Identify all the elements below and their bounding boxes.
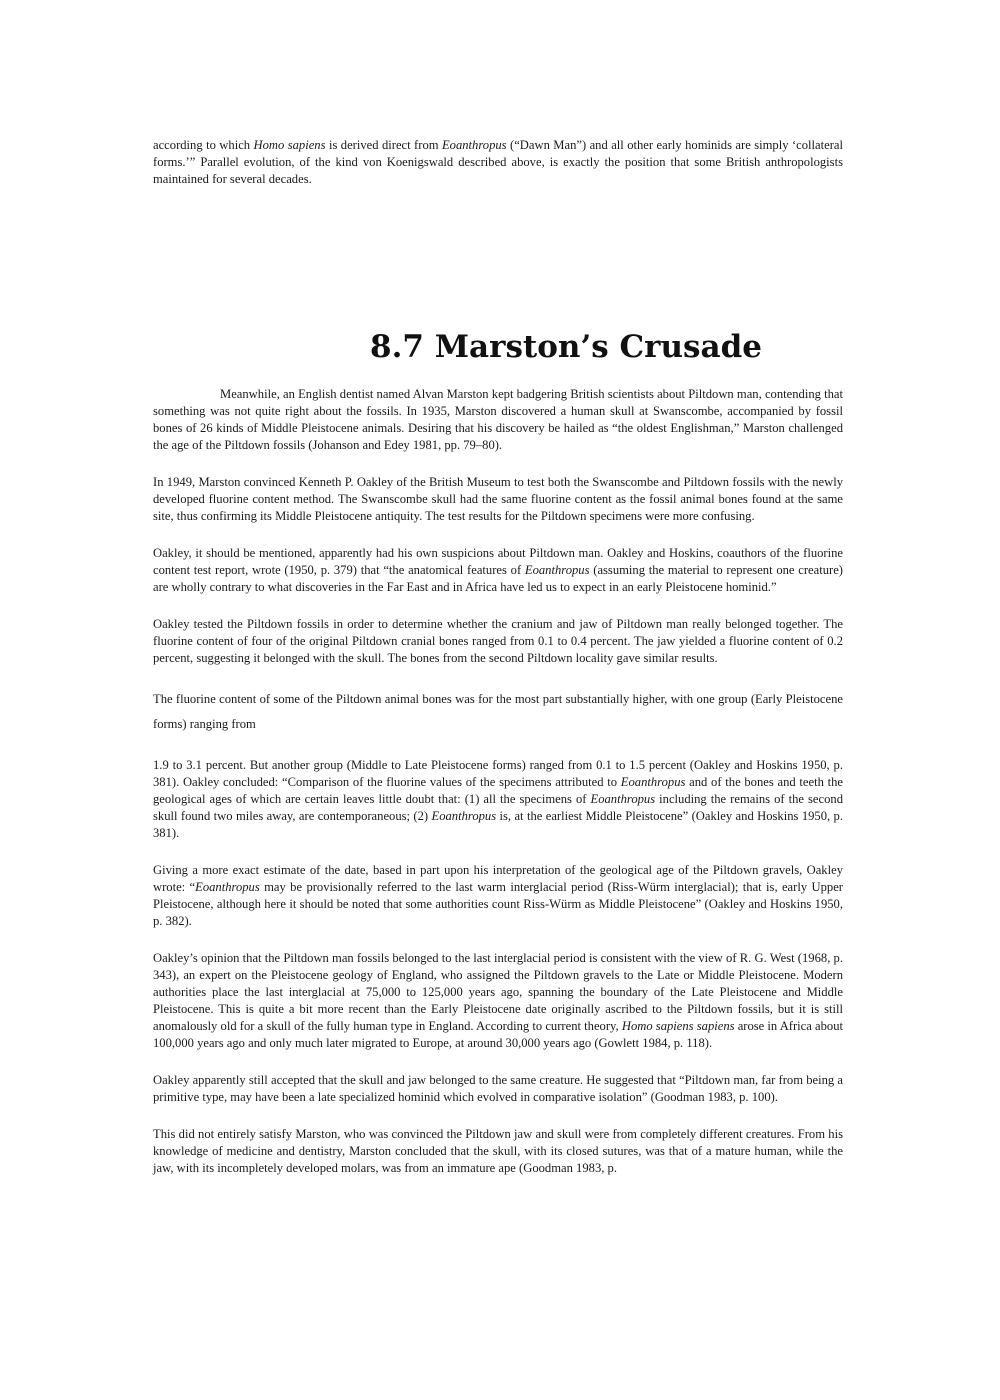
paragraph-5: The fluorine content of some of the Piltdown animal bones was for the most part substantially higher, with one group (Early Pleistocene forms) ranging from bbox=[153, 692, 843, 731]
paragraph-10: This did not entirely satisfy Marston, who was convinced the Piltdown jaw and skull were from completely different creatures. From his knowledge of medicine and dentistry, Marston concluded that the skull, with its closed sutures, was that of a mature human, while the jaw, with its incompletely developed molars, was from an immature ape (Goodman 1983, p. bbox=[153, 1127, 843, 1175]
paragraph-1: Meanwhile, an English dentist named Alvan Marston kept badgering British scientists about Piltdown man, contending that something was not quite right about the fossils. In 1935, Marston discovered a human skull at Swanscombe, accompanied by fossil bones of 26 kinds of Middle Pleistocene animals. Desiring that his discovery be hailed as “the oldest Englishman,” Marston challenged the age of the Piltdown fossils (Johanson and Edey 1981, pp. 79–80). bbox=[153, 387, 843, 452]
species-name: Homo sapiens sapiens bbox=[621, 1019, 735, 1033]
paragraph-8: Oakley’s opinion that the Piltdown man fossils belonged to the last interglacial period is consistent with the view of R. G. West (1968, p. 343), an expert on the Pleistocene geology of England, who assigned the Piltdown gravels to the Late or Middle Pleistocene. Modern authorities place the last interglacial at 75,000 to 125,000 years ago, spanning the boundary of the Late Pleistocene and Middle Pleistocene. This is quite a bit more recent than the Early Pleistocene date originally ascribed to the Piltdown fossils, but it is still anomalously old for a skull of the fully human type in England. According to current theory, Homo sapiens sapiens arose in Africa about 100,000 years ago and only much later migrated to Europe, at around 30,000 years ago (Gowlett 1984, p. 118). bbox=[153, 951, 844, 1050]
species-name: Eoanthropus bbox=[524, 563, 590, 577]
species-name: Homo sapiens bbox=[253, 138, 326, 152]
paragraph-opening: according to which Homo sapiens is derived direct from Eoanthropus (“Dawn Man”) and all other early hominids are simply ‘collateral forms.’” Parallel evolution, of the kind von Koenigswald described above, is exactly the position that some British anthropologists maintained for several decades. bbox=[153, 138, 843, 186]
species-name: Eoanthropus bbox=[195, 880, 260, 894]
section-title: 8.7 Marston’s Crusade bbox=[370, 329, 762, 365]
paragraph-4: Oakley tested the Piltdown fossils in order to determine whether the cranium and jaw of Piltdown man really belonged together. The fluorine content of four of the original Piltdown cranial bones ranged from 0.1 to 0.4 percent. The jaw yielded a fluorine content of 0.2 percent, suggesting it belonged with the skull. The bones from the second Piltdown locality gave similar results. bbox=[153, 617, 843, 665]
paragraph-7: Giving a more exact estimate of the date, based in part upon his interpretation of the geological age of the Piltdown gravels, Oakley wrote: “Eoanthropus may be provisionally referred to the last warm interglacial period (Riss-Würm interglacial); that is, early Upper Pleistocene, although here it should be noted that some authorities count Riss-Würm as Middle Pleistocene” (Oakley and Hoskins 1950, p. 382). bbox=[153, 863, 843, 928]
paragraph-9: Oakley apparently still accepted that the skull and jaw belonged to the same creature. He suggested that “Piltdown man, far from being a primitive type, may have been a late specialized hominid which evolved in comparative isolation” (Goodman 1983, p. 100). bbox=[153, 1073, 843, 1104]
species-name: Eoanthropus bbox=[441, 138, 507, 152]
paragraph-2: In 1949, Marston convinced Kenneth P. Oakley of the British Museum to test both the Swanscombe and Piltdown fossils with the newly developed fluorine content method. The Swanscombe skull had the same fluorine content as the fossil animal bones found at the same site, thus confirming its Middle Pleistocene antiquity. The test results for the Piltdown specimens were more confusing. bbox=[153, 475, 843, 523]
species-name: Eoanthropus bbox=[590, 792, 656, 806]
species-name: Eoanthropus bbox=[431, 809, 497, 823]
paragraph-3: Oakley, it should be mentioned, apparently had his own suspicions about Piltdown man. Oakley and Hoskins, coauthors of the fluorine content test report, wrote (1950, p. 379) that “the anatomical features of Eoanthropus (assuming the material to represent one creature) are wholly contrary to what discoveries in the Far East and in Africa have led us to expect in an early Pleistocene hominid.” bbox=[153, 546, 843, 594]
species-name: Eoanthropus bbox=[620, 775, 686, 789]
document-page bbox=[153, 137, 843, 1177]
paragraph-6: 1.9 to 3.1 percent. But another group (Middle to Late Pleistocene forms) ranged from 0.1 to 1.5 percent (Oakley and Hoskins 1950, p. 381). Oakley concluded: “Comparison of the fluorine values of the specimens attributed to Eoanthropus and of the bones and teeth the geological ages of which are certain leaves little doubt that: (1) all the specimens of Eoanthropus including the remains of the second skull found two miles away, are contemporaneous; (2) Eoanthropus is, at the earliest Middle Pleistocene” (Oakley and Hoskins 1950, p. 381). bbox=[153, 758, 843, 840]
